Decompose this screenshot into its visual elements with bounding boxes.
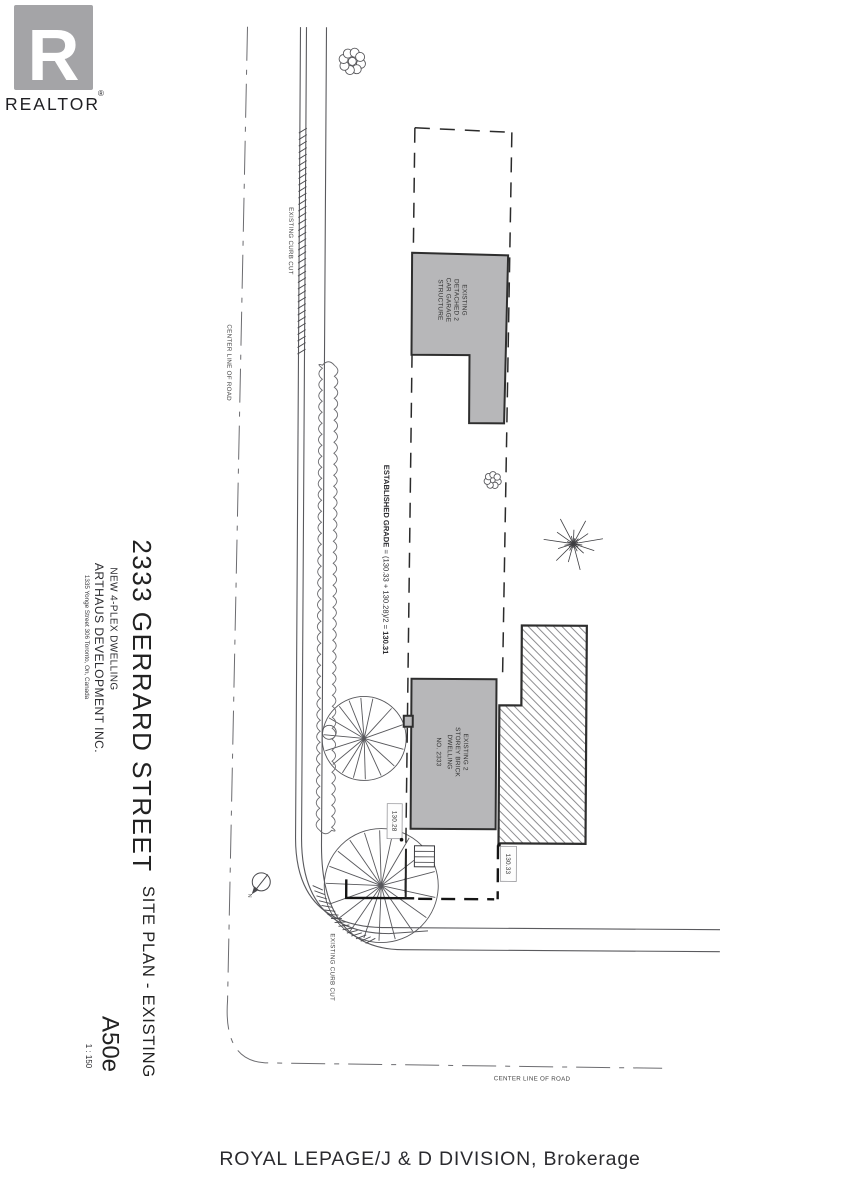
svg-text:ESTABLISHED GRADE = (130.33 + [381,465,391,655]
dwelling-label-line: EXISTING 2 [461,733,469,771]
tree-branch-line [364,708,391,738]
tree-branch-line [339,706,364,738]
tree-branch-line [379,830,381,885]
tree-branch-line [349,701,364,739]
grade-prefix: ESTABLISHED GRADE [381,464,392,548]
title-block [83,539,157,1078]
shrub-symbol [356,52,365,61]
tree-branch-line [364,699,373,739]
garage-label-line: EXISTING [460,284,468,316]
tree-branch-line [364,738,381,775]
grade-formula: = (130.33 + 130.28)/2 = [381,547,391,632]
garage-label-line: STRUCTURE [436,279,444,321]
established-grade-label [381,465,391,655]
tree-branch-line [342,738,364,773]
project-subtitle: NEW 4-PLEX DWELLING [107,567,119,691]
brokerage-watermark: ROYAL LEPAGE/J & D DIVISION, Brokerage [219,1148,641,1170]
dwelling-label-line: STOREY BRICK [453,727,461,777]
tree-branch-line [364,738,366,779]
spiky-plant-symbol [570,521,586,551]
tree-branch-line [350,840,382,885]
shrub-symbol [494,474,500,480]
realtor-logo-r: R [27,16,80,96]
shrub-core [348,57,356,65]
developer-address: 1335 Yonge Street 306 Toronto, On, Canada [82,574,90,700]
dwelling-label-line: DWELLING [445,734,453,770]
entrance-steps [414,846,434,867]
grade-marker-front-value: 130.28 [390,810,398,832]
north-arrow [246,873,270,898]
tree-branch-line [337,885,381,919]
center-line-bottom-label: CENTER LINE OF ROAD [493,1075,571,1083]
curb-cut-top-label: EXISTING CURB CUT [286,207,295,275]
tree-branch-line [379,886,381,941]
curb-cut-bottom-label: EXISTING CURB CUT [328,933,336,1002]
developer-name: ARTHAUS DEVELOPMENT INC. [91,562,106,754]
center-line-left-label: CENTER LINE OF ROAD [225,324,233,401]
curb-cut-hatch-tick [335,922,346,923]
tree-branch-line [353,738,364,777]
tree-branch-line [364,885,381,938]
tree-branch-line [361,698,365,739]
curb-cut-hatch-tick [321,905,332,907]
tree-branch-line [350,885,381,931]
property-line-rear [415,128,512,133]
plan-drawing [221,27,726,1084]
tree-branch-line [325,738,364,751]
tree-branch-line [329,885,381,904]
tree-branch-line [329,866,381,885]
dwelling-label-line: NO. 2333 [434,737,442,767]
realtor-logo-word: REALTOR [5,94,101,114]
realtor-logo [5,5,104,114]
garage-label-line: CAR GARAGE [444,277,452,323]
tree-branch-line [338,851,382,885]
drawing-number: A50e [96,1015,124,1073]
tree-branch-line [364,833,381,886]
neighbour-building-footprint [499,625,587,844]
curb-cut-hatch-tick [313,886,323,890]
drawing-title: SITE PLAN - EXISTING [139,885,158,1079]
registered-trademark-symbol: ® [98,89,104,98]
grade-value: 130.31 [380,631,391,655]
tree-branch-line [326,883,381,885]
drawing-scale: 1 : 150 [84,1043,94,1069]
grade-marker-rear [497,843,517,881]
curb-cut-hatch-tick [314,891,324,895]
grade-marker-rear-value: 130.33 [504,853,512,875]
dwelling-bay-notch [404,716,413,727]
tree-branch-line [381,886,396,939]
curb-cut-hatch-tick [319,901,330,904]
center-line-of-road [227,27,669,1069]
spiky-plant-symbol [560,519,577,551]
tree-branch-line [333,738,364,764]
tree-branch-line [381,871,434,886]
street-title: 2333 GERRARD STREET [127,539,157,873]
tree-branch-line [381,886,413,931]
curb-cut-hatch-tick [328,914,339,915]
garage-label-line: DETACHED 2 [452,279,460,322]
north-letter: N [246,893,253,898]
garage-label [436,278,467,323]
grade-marker-front [387,804,404,842]
